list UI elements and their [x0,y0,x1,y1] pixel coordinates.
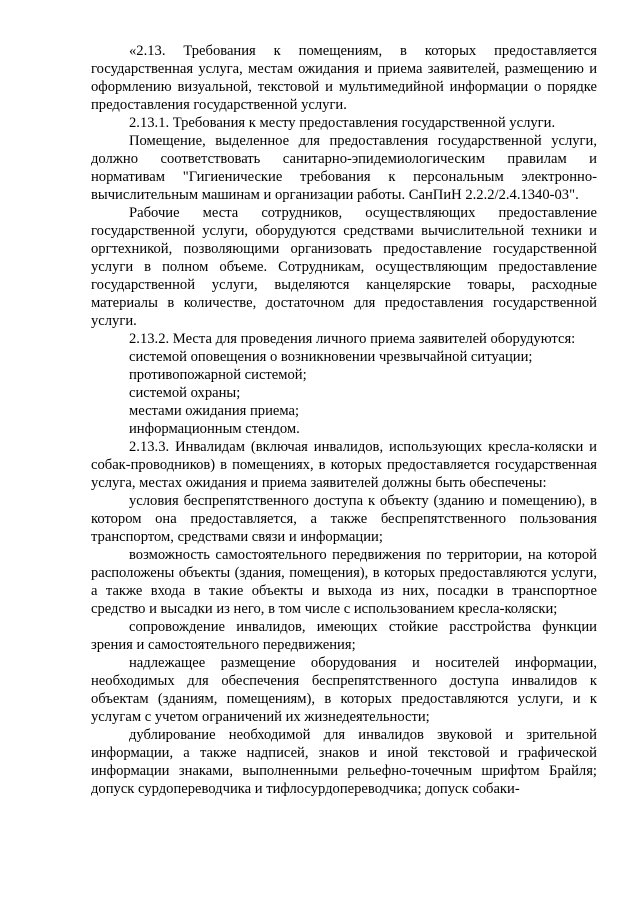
list-item: информационным стендом. [129,421,300,437]
workplaces-paragraph: Рабочие места сотрудников, осуществляющих предоставление государственной услуги, оборудуются средствами вычислительной техники и оргтехникой, позволяющими организовать предоставление государственной услуги в полном объеме. Сотрудникам, осуществляющим предоставление государственной услуги, выделяются канцелярские товары, расходные материалы в количестве, достаточном для предоставления государственной услуги. [91,205,597,329]
accessibility-item: условия беспрепятственного доступа к объекту (зданию и помещению), в котором она предоставляется, а также беспрепятственного пользования транспортом, средствами связи и информации; [91,493,597,545]
accessibility-item: дублирование необходимой для инвалидов звуковой и зрительной информации, а также надписей, знаков и иной текстовой и графической информации знаками, выполненными рельефно-точечным шрифтом Брайля; допуск сурдопереводчика и тифлосурдопереводчика; допуск собаки- [91,727,597,797]
document-body [91,42,597,798]
list-item: системой оповещения о возникновении чрезвычайной ситуации; [129,349,533,365]
accessibility-item: сопровождение инвалидов, имеющих стойкие расстройства функции зрения и самостоятельного передвижения; [91,619,597,653]
section-2-13-3-heading: 2.13.3. Инвалидам (включая инвалидов, использующих кресла-коляски и собак-проводников) в помещениях, в которых предоставляется государственная услуга, местах ожидания и приема заявителей должны быть обеспечены: [91,439,597,491]
accessibility-item: возможность самостоятельного передвижения по территории, на которой расположены объекты (здания, помещения), в которых предоставляются услуги, а также входа в такие объекты и выхода из них, посадки в транспортное средство и высадки из него, в том числе с использованием кресла-коляски; [91,547,597,617]
list-item: местами ожидания приема; [129,403,300,419]
section-2-13-2-heading: 2.13.2. Места для проведения личного приема заявителей оборудуются: [129,331,576,347]
accessibility-item: надлежащее размещение оборудования и носителей информации, необходимых для обеспечения беспрепятственного доступа инвалидов к объектам (зданиям, помещениям), в которых предоставляются услуги, и к услугам с учетом ограничений их жизнедеятельности; [91,655,597,725]
section-2-13-1-heading: 2.13.1. Требования к месту предоставления государственной услуги. [129,115,556,131]
list-item: системой охраны; [129,385,241,401]
section-2-13-heading: «2.13. Требования к помещениям, в которых предоставляется государственная услуга, местам ожидания и приема заявителей, размещению и оформлению визуальной, текстовой и мультимедийной информации о порядке предоставления государственной услуги. [91,43,597,113]
list-item: противопожарной системой; [129,367,307,383]
premises-requirements-paragraph: Помещение, выделенное для предоставления государственной услуги, должно соответствовать санитарно-эпидемиологическим правилам и нормативам "Гигиенические требования к персональным электронно-вычислительным машинам и организации работы. СанПиН 2.2.2/2.4.1340-03". [91,133,597,203]
